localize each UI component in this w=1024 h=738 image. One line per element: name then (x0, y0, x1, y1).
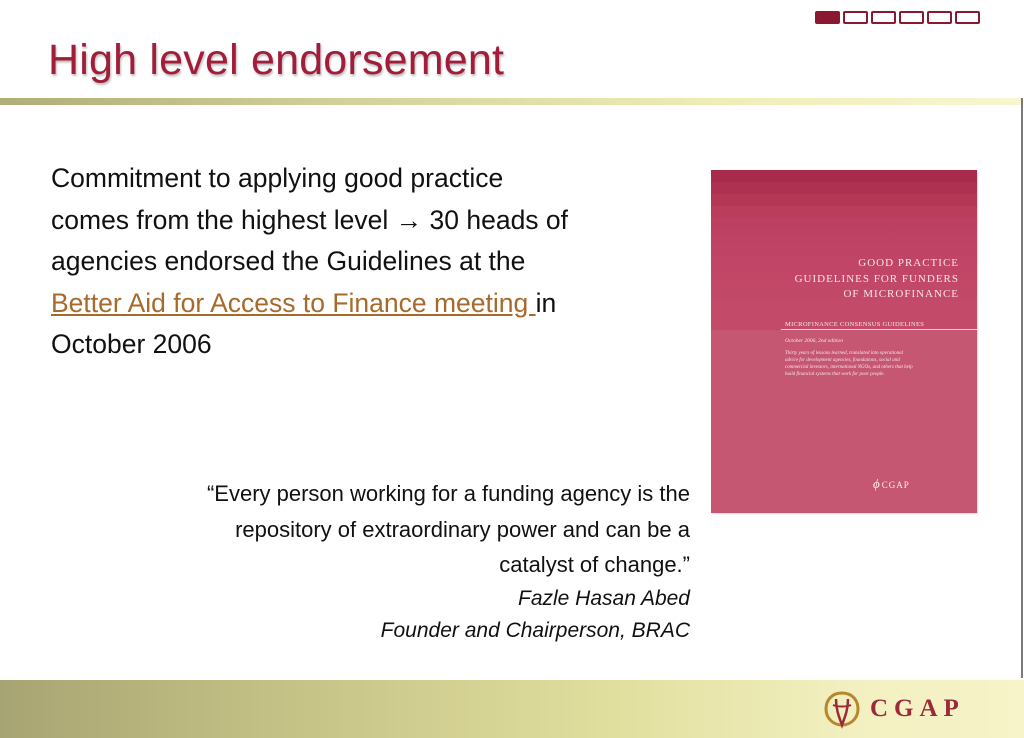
progress-square (927, 11, 952, 24)
body-line: October 2006 (51, 329, 212, 359)
progress-square (899, 11, 924, 24)
quote-author-role: Founder and Chairperson, BRAC (380, 618, 690, 642)
slide-title: High level endorsement (48, 36, 505, 84)
progress-square (843, 11, 868, 24)
cover-band (711, 206, 977, 218)
book-title-line: GUIDELINES FOR FUNDERS (794, 272, 959, 285)
book-title-line: OF MICROFINANCE (843, 288, 959, 300)
body-line: in (535, 287, 557, 318)
book-cover-image (711, 170, 977, 513)
cgap-mark-icon: ϕ (873, 476, 881, 491)
quote-line: “Every person working for a funding agency is the (206, 481, 690, 506)
footer-logo-text: CGAP (870, 695, 965, 722)
book-date: October 2006, 2nd edition (785, 338, 844, 344)
quote-line: repository of extraordinary power and can be a (235, 516, 690, 542)
arrow-icon: → (395, 204, 423, 235)
cover-band (711, 194, 977, 206)
book-description: Thirty years of lessons learned, translated into operational advice for development agencies, foundations, social and commercial investors, international NGOs, and others that help build financial systems that work for poor people. (785, 351, 913, 377)
progress-square (955, 11, 980, 24)
quote-author: Fazle Hasan Abed (518, 586, 690, 610)
body-line: 30 heads of (422, 204, 569, 235)
footer-logo (822, 687, 965, 731)
book-title-line: GOOD PRACTICE (858, 257, 959, 269)
book-logo-text: CGAP (881, 480, 910, 490)
slide-progress-indicator (815, 11, 980, 24)
body-paragraph (51, 158, 691, 366)
book-title (729, 256, 959, 303)
cover-band (711, 170, 977, 182)
meeting-link[interactable]: Better Aid for Access to Finance meeting (51, 287, 536, 318)
quote-line: catalyst of change.” (499, 552, 690, 577)
book-subtitle: MICROFINANCE CONSENSUS GUIDELINES (785, 321, 925, 328)
title-divider (0, 98, 1022, 105)
progress-square-current (815, 11, 840, 24)
book-rule (781, 329, 977, 330)
body-line: comes from the highest level (51, 204, 396, 235)
slide-edge-line (1021, 98, 1023, 678)
cgap-mark-icon (822, 689, 862, 729)
body-line: Commitment to applying good practice (51, 163, 504, 193)
progress-square (871, 11, 896, 24)
body-line: agencies endorsed the Guidelines at the (51, 246, 526, 276)
book-publisher-logo (873, 476, 910, 492)
cover-band (711, 182, 977, 194)
quote-block (80, 476, 690, 647)
